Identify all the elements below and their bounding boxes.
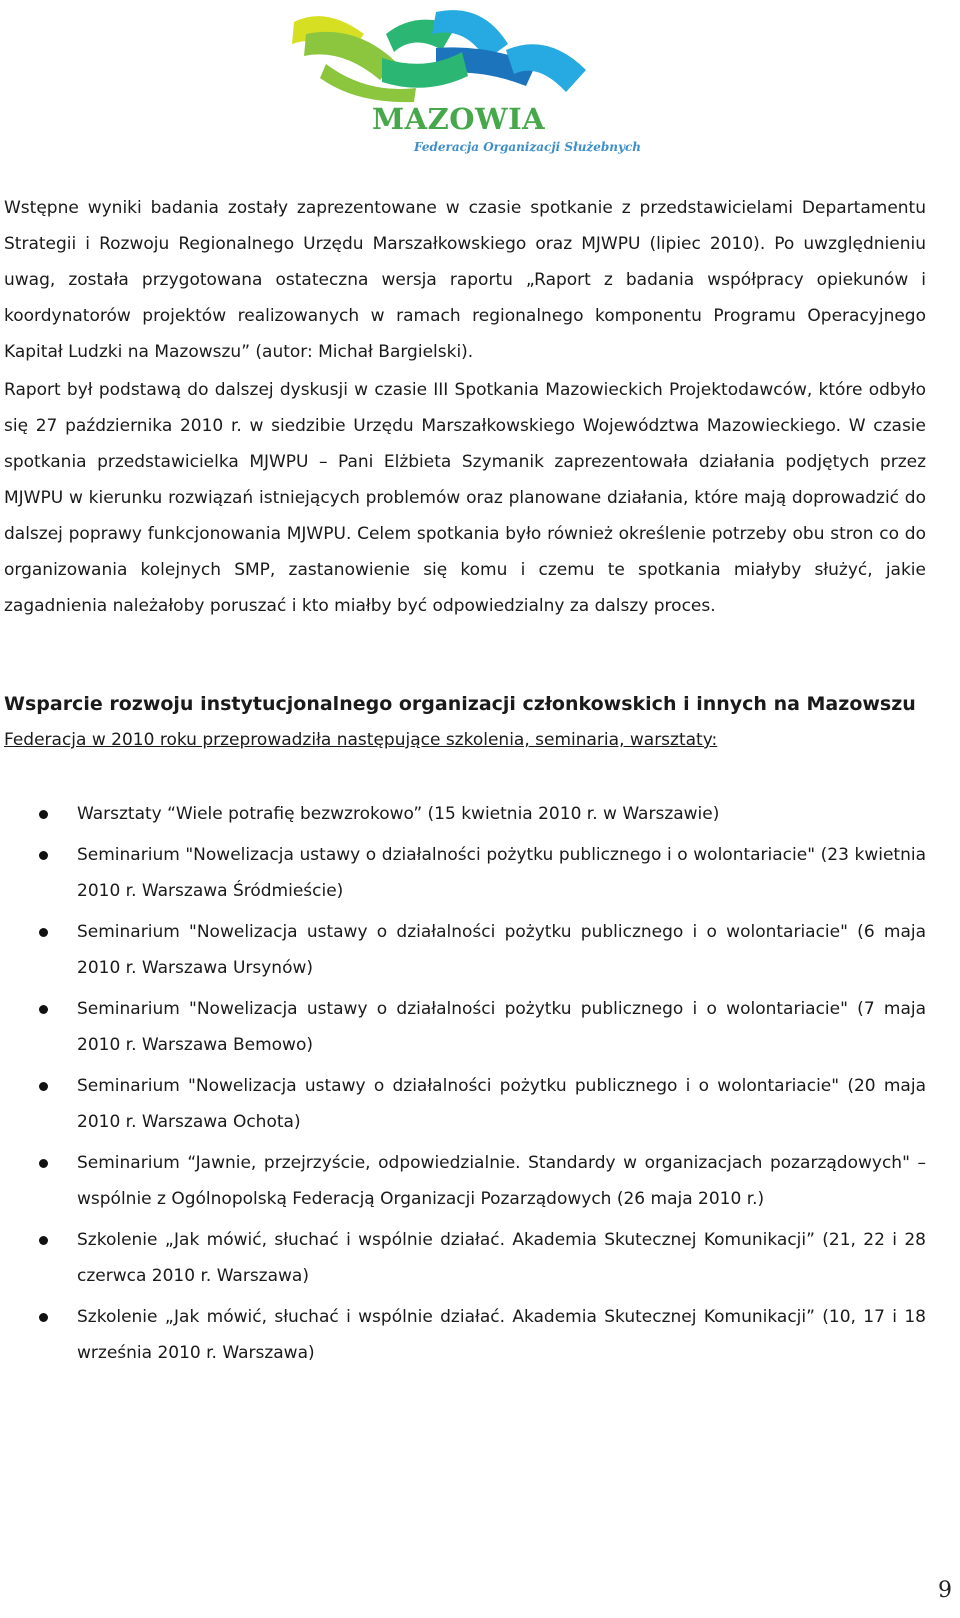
document-body xyxy=(4,190,926,1376)
list-item: Szkolenie „Jak mówić, słuchać i wspólnie działać. Akademia Skutecznej Komunikacji” (21, 22 i 28 czerwca 2010 r. Warszawa) xyxy=(4,1222,926,1294)
section-subtitle: Federacja w 2010 roku przeprowadziła następujące szkolenia, seminaria, warsztaty: xyxy=(4,730,718,750)
bullet-icon xyxy=(39,928,48,937)
list-item: Seminarium "Nowelizacja ustawy o działalności pożytku publicznego i o wolontariacie" (23 kwietnia 2010 r. Warszawa Śródmieście) xyxy=(4,837,926,909)
bullet-icon xyxy=(39,1082,48,1091)
list-item: Seminarium "Nowelizacja ustawy o działalności pożytku publicznego i o wolontariacie" (20 maja 2010 r. Warszawa Ochota) xyxy=(4,1068,926,1140)
events-list xyxy=(4,796,926,1371)
page-number: 9 xyxy=(938,1578,952,1603)
bullet-icon xyxy=(39,810,48,819)
logo-subtitle: Federacja Organizacji Służebnych xyxy=(414,140,641,154)
paragraph-2: Raport był podstawą do dalszej dyskusji w czasie III Spotkania Mazowieckich Projektodawców, które odbyło się 27 października 2010 r. w siedzibie Urzędu Marszałkowskiego Województwa Mazowieckiego. W czasie spotkania przedstawicielka MJWPU – Pani Elżbieta Szymanik zaprezentowała działania podjętych przez MJWPU w kierunku rozwiązań istniejących problemów oraz planowane działania, które mają doprowadzić do dalszej poprawy funkcjonowania MJWPU. Celem spotkania było również określenie potrzeby obu stron co do organizowania kolejnych SMP, zastanowienie się komu i czemu te spotkania miałyby służyć, jakie zagadnienia należałoby poruszać i kto miałby być odpowiedzialny za dalszy proces. xyxy=(4,380,926,616)
bullet-icon xyxy=(39,1236,48,1245)
list-item: Seminarium "Nowelizacja ustawy o działalności pożytku publicznego i o wolontariacie" (6 maja 2010 r. Warszawa Ursynów) xyxy=(4,914,926,986)
bullet-icon xyxy=(39,1313,48,1322)
bullet-icon xyxy=(39,1005,48,1014)
mazowia-logo xyxy=(286,4,641,156)
knot-logo-icon xyxy=(286,4,616,104)
logo-name: MAZOWIA xyxy=(372,102,546,136)
list-item: Warsztaty “Wiele potrafię bezwzrokowo” (15 kwietnia 2010 r. w Warszawie) xyxy=(4,796,926,832)
paragraph-1: Wstępne wyniki badania zostały zaprezentowane w czasie spotkanie z przedstawicielami Departamentu Strategii i Rozwoju Regionalnego Urzędu Marszałkowskiego oraz MJWPU (lipiec 2010). Po uwzględnieniu uwag, została przygotowana ostateczna wersja raportu „Raport z badania współpracy opiekunów i koordynatorów projektów realizowanych w ramach regionalnego komponentu Programu Operacyjnego Kapitał Ludzki na Mazowszu” (autor: Michał Bargielski). xyxy=(4,198,926,362)
section-title: Wsparcie rozwoju instytucjonalnego organizacji członkowskich i innych na Mazowszu xyxy=(4,693,916,715)
list-item: Seminarium "Nowelizacja ustawy o działalności pożytku publicznego i o wolontariacie" (7 maja 2010 r. Warszawa Bemowo) xyxy=(4,991,926,1063)
list-item: Szkolenie „Jak mówić, słuchać i wspólnie działać. Akademia Skutecznej Komunikacji” (10, 17 i 18 września 2010 r. Warszawa) xyxy=(4,1299,926,1371)
bullet-icon xyxy=(39,851,48,860)
bullet-icon xyxy=(39,1159,48,1168)
list-item: Seminarium “Jawnie, przejrzyście, odpowiedzialnie. Standardy w organizacjach pozarządowych" – wspólnie z Ogólnopolską Federacją Organizacji Pozarządowych (26 maja 2010 r.) xyxy=(4,1145,926,1217)
